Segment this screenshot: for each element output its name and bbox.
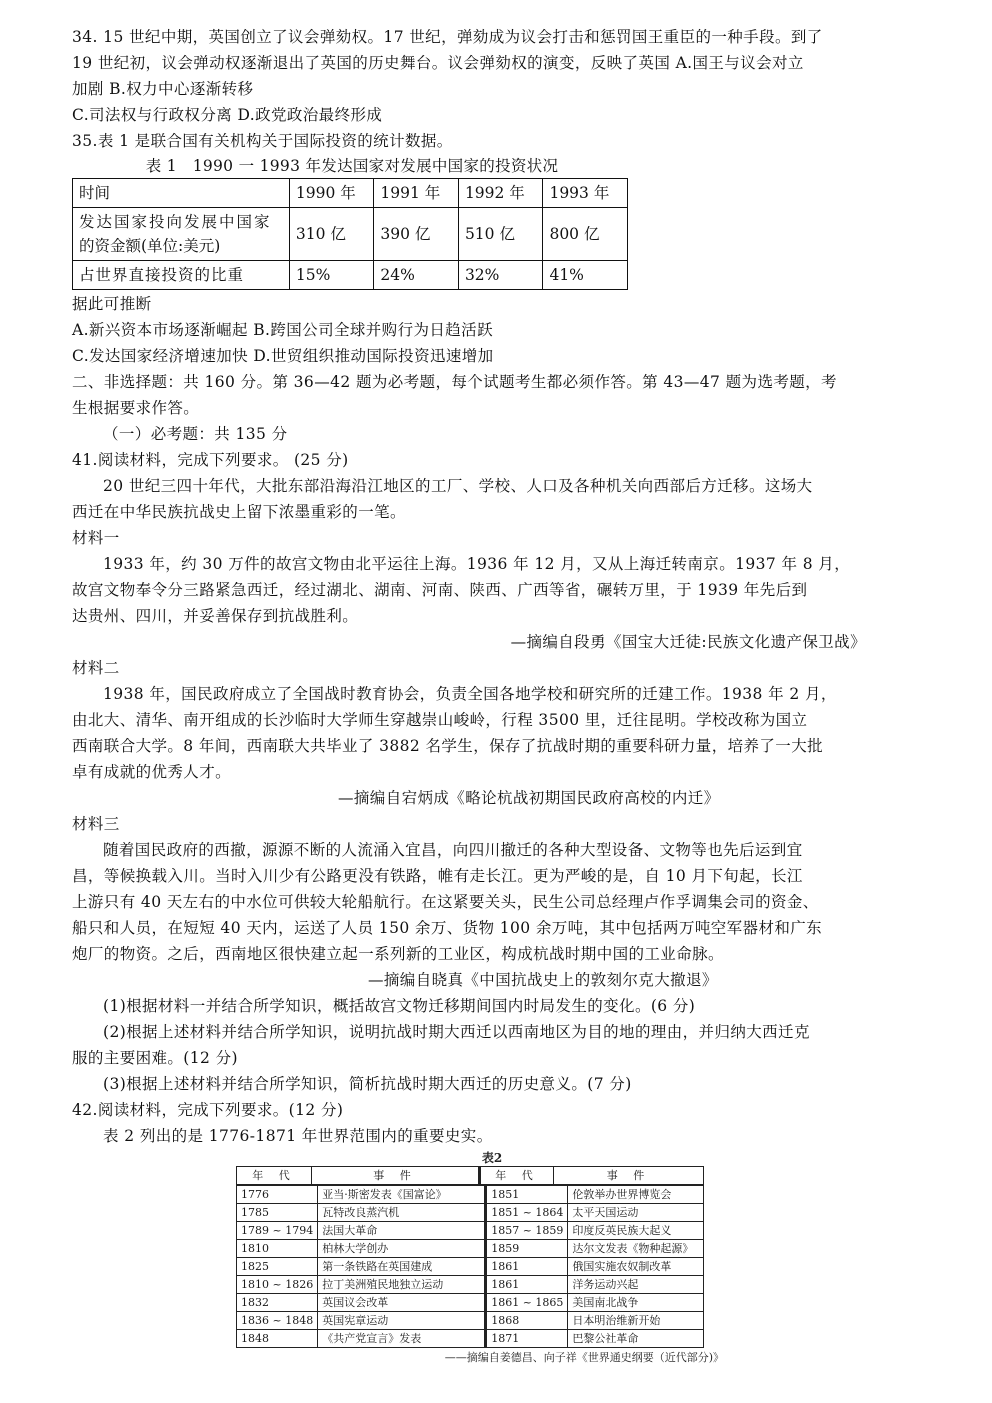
question-35: [72, 128, 880, 369]
table-cell: 日本明治维新开始: [568, 1312, 704, 1330]
table-cell: 洋务运动兴起: [568, 1276, 704, 1294]
table-cell: 拉丁美洲殖民地独立运动: [318, 1276, 486, 1294]
table-cell: 1861 ~ 1865: [486, 1294, 568, 1312]
table-cell: 1990 年: [289, 179, 374, 208]
table-1-caption: 表 1 1990 一 1993 年发达国家对发展中国家的投资状况: [145, 157, 559, 175]
table-row: [237, 1294, 704, 1312]
table-cell: 1851: [486, 1186, 568, 1204]
table-cell: 1861: [486, 1258, 568, 1276]
table-cell: 1832: [237, 1294, 318, 1312]
table-cell: 1859: [486, 1240, 568, 1258]
table-cell: 巴黎公社革命: [568, 1330, 704, 1348]
table-cell: 1810 ~ 1826: [237, 1276, 318, 1294]
paragraph-line: 故宫文物奉令分三路紧急西迁，经过湖北、湖南、河南、陕西、广西等省，碾转万里，于 1939 年先后到: [72, 581, 808, 599]
paragraph-line: 1933 年，约 30 万件的故宫文物由北平运往上海。1936 年 12 月，又从上海迁转南京。1937 年 8 月，: [103, 555, 851, 573]
table-cell: 1825: [237, 1258, 318, 1276]
table-header-cell: 年 代: [237, 1167, 312, 1185]
table-2: [236, 1166, 704, 1185]
table-cell: 510 亿: [458, 208, 543, 261]
table-row: [237, 1312, 704, 1330]
table-cell: 41%: [543, 261, 628, 290]
section-2-heading: 生根据要求作答。: [72, 399, 200, 417]
table-cell: 1868: [486, 1312, 568, 1330]
table-row: [73, 208, 628, 261]
table-cell: 390 亿: [374, 208, 459, 261]
table-cell: 24%: [374, 261, 459, 290]
q41-title: 41.阅读材料，完成下列要求。 (25 分): [72, 451, 349, 469]
paragraph-line: 1938 年，国民政府成立了全国战时教育协会，负责全国各地学校和研究所的迁建工作。1938 年 2 月，: [103, 685, 837, 703]
table-row: [237, 1167, 704, 1185]
table-header-cell: 事 件: [312, 1167, 480, 1185]
table-cell: 占世界直接投资的比重: [73, 261, 290, 290]
table-cell: 英国宪章运动: [318, 1312, 486, 1330]
q35-intro: 35.表 1 是联合国有关机构关于国际投资的统计数据。: [72, 132, 453, 150]
question-42: [72, 1097, 880, 1149]
table-cell: 1861: [486, 1276, 568, 1294]
sub-question-3: (3)根据上述材料并结合所学知识，简析抗战时期大西迁的历史意义。(7 分): [103, 1075, 632, 1093]
table-cell: 《共产党宣言》发表: [318, 1330, 486, 1348]
table-row: [237, 1222, 704, 1240]
paragraph-line: 西南联合大学。8 年间，西南联大共毕业了 3882 名学生，保存了抗战时期的重要科研力量，培养了一大批: [72, 737, 823, 755]
q42-title: 42.阅读材料，完成下列要求。(12 分): [72, 1101, 344, 1119]
table-row: [237, 1330, 704, 1348]
table-cell: 15%: [289, 261, 374, 290]
table-cell: 1789 ~ 1794: [237, 1222, 318, 1240]
table-cell: 达尔文发表《物种起源》: [568, 1240, 704, 1258]
table-cell: 1785: [237, 1204, 318, 1222]
table-cell: 1848: [237, 1330, 318, 1348]
material-title: 材料二: [72, 659, 120, 677]
table-cell: 第一条铁路在英国建成: [318, 1258, 486, 1276]
table-1: [72, 178, 628, 290]
table-cell: 瓦特改良蒸汽机: [318, 1204, 486, 1222]
table-2-source: ——摘编自姜德昌、向子祥《世界通史纲要（近代部分)》: [444, 1351, 724, 1364]
material-title: 材料三: [72, 815, 120, 833]
row-label-line: 的资金额(单位:美元): [79, 237, 221, 255]
table-cell: 亚当·斯密发表《国富论》: [318, 1186, 486, 1204]
table-cell: 英国议会改革: [318, 1294, 486, 1312]
table-cell: 1871: [486, 1330, 568, 1348]
sub-question-1: (1)根据材料一并结合所学知识，概括故宫文物迁移期间国内时局发生的变化。(6 分): [103, 997, 696, 1015]
paragraph-line: 由北大、清华、南开组成的长沙临时大学师生穿越崇山峻岭，行程 3500 里，迁往昆明。学校改称为国立: [72, 711, 808, 729]
table-cell: 印度反英民族大起义: [568, 1222, 704, 1240]
table-header-cell: 事 件: [554, 1167, 704, 1185]
table-cell: 俄国实施农奴制改革: [568, 1258, 704, 1276]
table-row: [237, 1276, 704, 1294]
table-cell: 310 亿: [289, 208, 374, 261]
table-cell: 1991 年: [374, 179, 459, 208]
table-2-body: [236, 1185, 704, 1348]
table-2-caption: 表2: [481, 1151, 503, 1165]
paragraph-line: 昌，等候换载入川。当时入川少有公路更没有铁路，帷有走长江。更为严峻的是，自 10 月下旬起，长江: [72, 867, 803, 885]
table-row: [237, 1204, 704, 1222]
material-source: —摘编自晓真《中国抗战史上的敦刻尔克大撤退》: [368, 971, 718, 989]
question-41: [72, 447, 880, 1097]
material-source: —摘编自段勇《国宝大迁徒:民族文化遗产保卫战》: [510, 633, 866, 651]
paragraph-line: 炮厂的物资。之后，西南地区很快建立起一系列新的工业区，构成杭战时期中国的工业命脉。: [72, 945, 724, 963]
table-header-cell: 年 代: [480, 1167, 554, 1185]
table-cell: 1836 ~ 1848: [237, 1312, 318, 1330]
sub-question-2: 服的主要困难。(12 分): [72, 1049, 238, 1067]
q34-line: 加剧 B.权力中心逐渐转移: [72, 80, 254, 98]
paragraph-line: 达贵州、四川，并妥善保存到抗战胜利。: [72, 607, 359, 625]
table-cell: 时间: [73, 179, 290, 208]
table-cell: 1992 年: [458, 179, 543, 208]
q34-line: 19 世纪初，议会弹动权逐渐退出了英国的历史舞台。议会弹劾权的演变，反映了英国 A.国王与议会对立: [72, 54, 804, 72]
table-cell: [73, 208, 290, 261]
table-row: [237, 1258, 704, 1276]
table-cell: 1776: [237, 1186, 318, 1204]
q34-options: C.司法权与行政权分离 D.政党政治最终形成: [72, 106, 383, 124]
material-source: —摘编自宕炳成《略论杭战初期国民政府高校的内迁》: [338, 789, 720, 807]
q35-prompt: 据此可推断: [72, 295, 152, 313]
table-row: [73, 261, 628, 290]
table-cell: 太平天国运动: [568, 1204, 704, 1222]
material-title: 材料一: [72, 529, 120, 547]
table-cell: 美国南北战争: [568, 1294, 704, 1312]
table-cell: 伦敦举办世界博览会: [568, 1186, 704, 1204]
paragraph-line: 西迁在中华民族抗战史上留下浓墨重彩的一笔。: [72, 503, 406, 521]
table-cell: 柏林大学创办: [318, 1240, 486, 1258]
paragraph-line: 20 世纪三四十年代，大批东部沿海沿江地区的工厂、学校、人口及各种机关向西部后方迁移。这场大: [103, 477, 813, 495]
section-2: [72, 369, 880, 447]
table-cell: 法国大革命: [318, 1222, 486, 1240]
row-label-line: 发达国家投向发展中国家: [79, 213, 272, 231]
table-row: [237, 1186, 704, 1204]
table-row: [73, 179, 628, 208]
table-cell: 1993 年: [543, 179, 628, 208]
q35-options: A.新兴资本市场逐渐崛起 B.跨国公司全球并购行为日趋活跃: [72, 321, 493, 339]
table-cell: 800 亿: [543, 208, 628, 261]
paragraph-line: 随着国民政府的西撤，源源不断的人流涌入宜昌，向四川撤迁的各种大型设备、文物等也先后运到宜: [103, 841, 803, 859]
paragraph-line: 上游只有 40 天左右的中水位可供较大轮船航行。在这紧要关头，民生公司总经理卢作孚调集会司的资金、: [72, 893, 819, 911]
q34-line: 34. 15 世纪中期，英国创立了议会弹劾权。17 世纪，弹劾成为议会打击和惩罚国王重臣的一种手段。到了: [72, 28, 823, 46]
table-cell: 32%: [458, 261, 543, 290]
table-cell: 1810: [237, 1240, 318, 1258]
q35-options: C.发达国家经济增速加快 D.世贸组织推动国际投资迅速增加: [72, 347, 494, 365]
table-cell: 1857 ~ 1859: [486, 1222, 568, 1240]
paragraph-line: 卓有成就的优秀人才。: [72, 763, 232, 781]
section-2-heading: 二、非选择题：共 160 分。第 36—42 题为必考题，每个试题考生都必须作答。第 43—47 题为选考题，考: [72, 373, 837, 391]
sub-question-2: (2)根据上述材料并结合所学知识，说明抗战时期大西迁以西南地区为目的地的理由，并归纳大西迁克: [103, 1023, 810, 1041]
q42-intro: 表 2 列出的是 1776-1871 年世界范围内的重要史实。: [103, 1127, 493, 1145]
table-cell: 1851 ~ 1864: [486, 1204, 568, 1222]
question-34: [72, 24, 880, 128]
section-2-sub: （一）必考题：共 135 分: [103, 425, 288, 443]
exam-page: [72, 24, 880, 1149]
paragraph-line: 船只和人员，在短短 40 天内，运送了人员 150 余万、货物 100 余万吨，其中包括两万吨空军器材和广东: [72, 919, 823, 937]
table-2-block: [236, 1150, 724, 1368]
table-row: [237, 1240, 704, 1258]
